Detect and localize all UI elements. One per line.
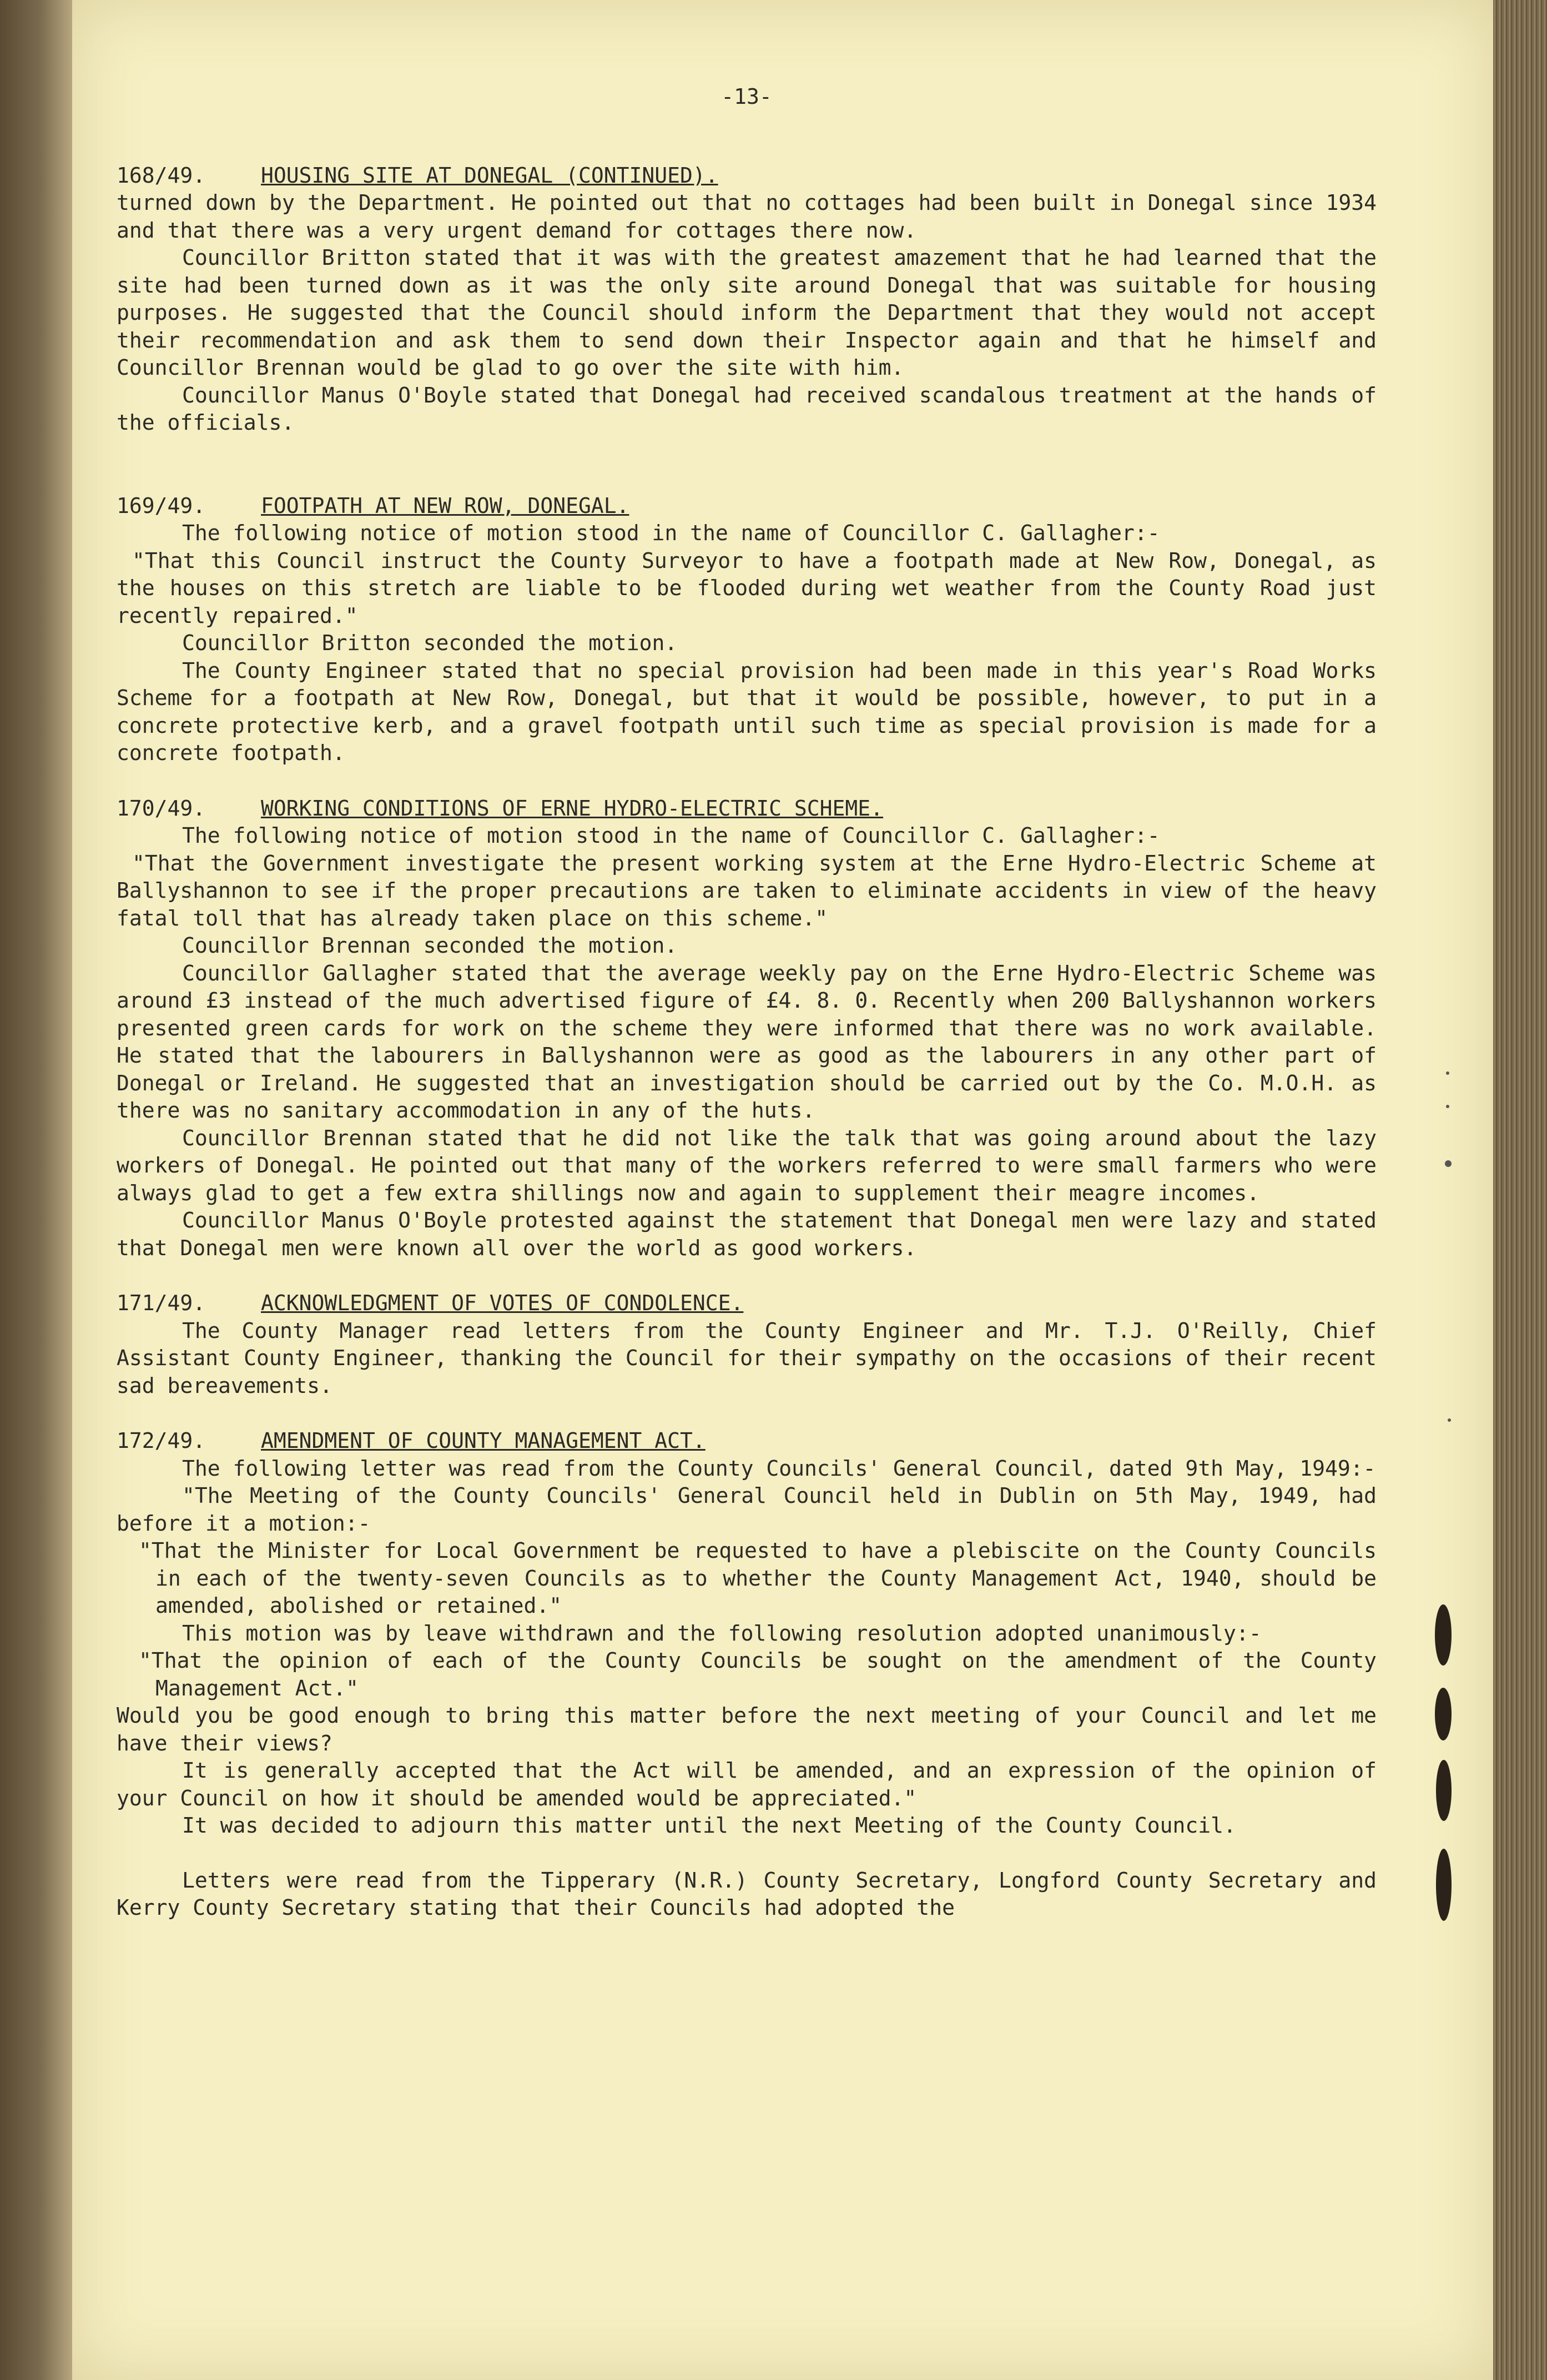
paragraph: Councillor Brennan stated that he did not like the talk that was going around about the lazy workers of Donegal. He pointed out that many of the workers referred to were small farmers who were always glad to get a few extra shillings now and again to supplement their meagre incomes. xyxy=(117,1125,1377,1205)
section-title: AMENDMENT OF COUNTY MANAGEMENT ACT. xyxy=(261,1428,706,1453)
paragraph: The following notice of motion stood in the name of Councillor C. Gallagher:- xyxy=(182,823,1160,848)
paragraph: The following letter was read from the County Councils' General Council, dated 9th May, 1949:- xyxy=(182,1456,1376,1481)
quoted-motion: "That this Council instruct the County Surveyor to have a footpath made at New Row, Donegal, as the houses on this stretch are liable to be flooded during wet weather from the County Road just recently repaired." xyxy=(117,548,1377,628)
paragraph: Councillor Britton seconded the motion. xyxy=(182,631,678,655)
paragraph: The County Engineer stated that no special provision had been made in this year's Road Works Scheme for a footpath at New Row, Donegal, but that it would be possible, however, to put in a concrete protective kerb, and a gravel footpath until such time as special provision is made for a concrete footpath. xyxy=(117,658,1377,765)
paragraph: Would you be good enough to bring this matter before the next meeting of your Council and let me have their views? xyxy=(117,1703,1377,1755)
section-number: 172/49. xyxy=(117,1428,206,1453)
section-heading xyxy=(117,492,1377,520)
page-edges xyxy=(1493,0,1547,2380)
paragraph: turned down by the Department. He pointed out that no cottages had been built in Donegal since 1934 and that there was a very urgent demand for cottages there now. xyxy=(117,190,1377,243)
page-number: -13- xyxy=(721,84,772,109)
section-number: 168/49. xyxy=(117,163,206,188)
binding-hole xyxy=(1436,1849,1452,1921)
binding-hole xyxy=(1435,1688,1452,1740)
section-heading xyxy=(117,1427,1377,1455)
paragraph: Councillor Brennan seconded the motion. xyxy=(182,933,678,958)
section-title: WORKING CONDITIONS OF ERNE HYDRO-ELECTRIC SCHEME. xyxy=(261,796,884,821)
section-heading xyxy=(117,1290,1377,1317)
paper-speck xyxy=(1445,1160,1452,1167)
paragraph: Councillor Manus O'Boyle protested against the statement that Donegal men were lazy and stated that Donegal men were known all over the world as good workers. xyxy=(117,1208,1377,1260)
paper-speck xyxy=(1448,1418,1451,1422)
quoted-letter: "The Meeting of the County Councils' General Council held in Dublin on 5th May, 1949, had before it a motion:- xyxy=(117,1483,1377,1536)
paragraph: It was decided to adjourn this matter until the next Meeting of the County Council. xyxy=(182,1813,1236,1838)
binding-hole xyxy=(1436,1760,1452,1821)
section-title: ACKNOWLEDGMENT OF VOTES OF CONDOLENCE. xyxy=(261,1291,744,1315)
paper-speck xyxy=(1446,1105,1449,1108)
binding-hole xyxy=(1435,1604,1452,1666)
paragraph: Councillor Manus O'Boyle stated that Donegal had received scandalous treatment at the hands of the officials. xyxy=(117,383,1377,435)
section-heading xyxy=(117,795,1377,823)
section-number: 170/49. xyxy=(117,796,206,821)
paragraph: The following notice of motion stood in the name of Councillor C. Gallagher:- xyxy=(182,521,1160,545)
book-binding xyxy=(0,0,72,2380)
minute-section xyxy=(117,162,1377,437)
paragraph: Councillor Gallagher stated that the average weekly pay on the Erne Hydro-Electric Scheme was around £3 instead of the much advertised figure of £4. 8. 0. Recently when 200 Ballyshannon workers presented green cards for work on the scheme they were informed that there was no work available. He stated that the labourers in Ballyshannon were as good as the labourers in any other part of Donegal or Ireland. He suggested that an investigation should be carried out by the Co. M.O.H. as there was no sanitary accommodation in any of the huts. xyxy=(117,960,1377,1123)
quoted-motion: "That the Minister for Local Government be requested to have a plebiscite on the County Councils in each of the twenty-seven Councils as to whether the County Management Act, 1940, should be amended, abolished or retained." xyxy=(139,1538,1377,1618)
minute-section xyxy=(117,1290,1377,1400)
section-title: HOUSING SITE AT DONEGAL (CONTINUED). xyxy=(261,163,718,188)
paper-speck xyxy=(1446,1071,1449,1075)
minute-section xyxy=(117,1427,1377,1922)
paragraph: It is generally accepted that the Act will be amended, and an expression of the opinion of your Council on how it should be amended would be appreciated." xyxy=(117,1758,1377,1810)
quoted-resolution: "That the opinion of each of the County Councils be sought on the amendment of the County Management Act." xyxy=(139,1648,1377,1700)
section-title: FOOTPATH AT NEW ROW, DONEGAL. xyxy=(261,493,629,518)
paragraph: The County Manager read letters from the County Engineer and Mr. T.J. O'Reilly, Chief Assistant County Engineer, thanking the Council for their sympathy on the occasions of their recent sad bereavements. xyxy=(117,1318,1377,1398)
document-body xyxy=(117,83,1377,1978)
section-heading xyxy=(117,162,1377,190)
quoted-motion: "That the Government investigate the present working system at the Erne Hydro-Electric Scheme at Ballyshannon to see if the proper precautions are taken to eliminate accidents in view of the heavy fatal toll that has already taken place on this scheme." xyxy=(117,851,1377,930)
paragraph: This motion was by leave withdrawn and the following resolution adopted unanimously:- xyxy=(182,1621,1262,1646)
minute-section xyxy=(117,795,1377,1262)
minute-section xyxy=(117,492,1377,767)
section-number: 171/49. xyxy=(117,1291,206,1315)
section-number: 169/49. xyxy=(117,493,206,518)
paragraph: Councillor Britton stated that it was with the greatest amazement that he had learned that the site had been turned down as it was the only site around Donegal that was suitable for housing purposes. He suggested that the Council should inform the Department that they would not accept their recommendation and ask them to send down their Inspector again and that he himself and Councillor Brennan would be glad to go over the site with him. xyxy=(117,245,1377,380)
paragraph: Letters were read from the Tipperary (N.R.) County Secretary, Longford County Secretary and Kerry County Secretary stating that their Councils had adopted the xyxy=(117,1868,1377,1920)
